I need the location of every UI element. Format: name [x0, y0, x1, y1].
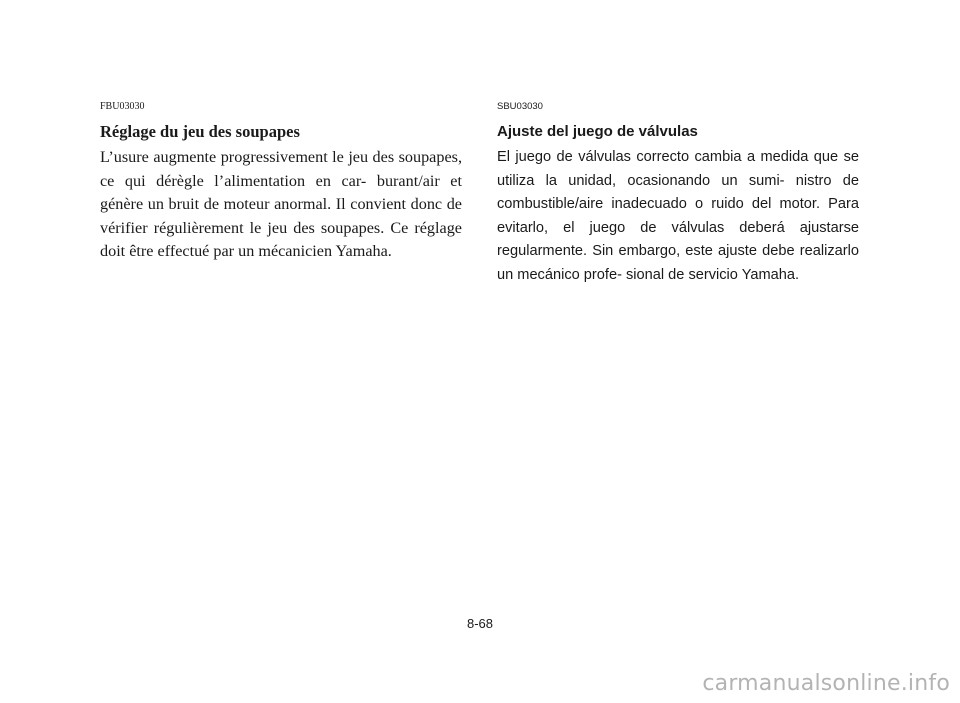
spanish-section-body: El juego de válvulas correcto cambia a medida que se utiliza la unidad, ocasionando un sumi- nistro de combustible/aire inadecuado o ruido del motor. Para evitarlo, el juego de válvulas deberá ajustarse regularmente. Sin embargo, este ajuste debe realizarlo un mecánico profe- sional de servicio Yamaha. [497, 149, 859, 283]
watermark: carmanualsonline.info [702, 671, 950, 696]
spanish-section-code: SBU03030 [497, 101, 543, 112]
page-number: 8-68 [466, 616, 494, 631]
french-section-body: L’usure augmente progressivement le jeu des soupapes, ce qui dérègle l’alimentation en car- burant/air et génère un bruit de moteur anormal. Il convient donc de vérifier régulièrement le jeu des soupapes. Ce réglage doit être effectué par un mécanicien Yamaha. [100, 148, 462, 261]
french-section [100, 100, 462, 264]
spanish-section [497, 100, 859, 288]
french-section-code: FBU03030 [100, 101, 145, 112]
french-section-heading: Réglage du jeu des soupapes [100, 122, 300, 141]
spanish-section-heading: Ajuste del juego de válvulas [497, 123, 698, 140]
